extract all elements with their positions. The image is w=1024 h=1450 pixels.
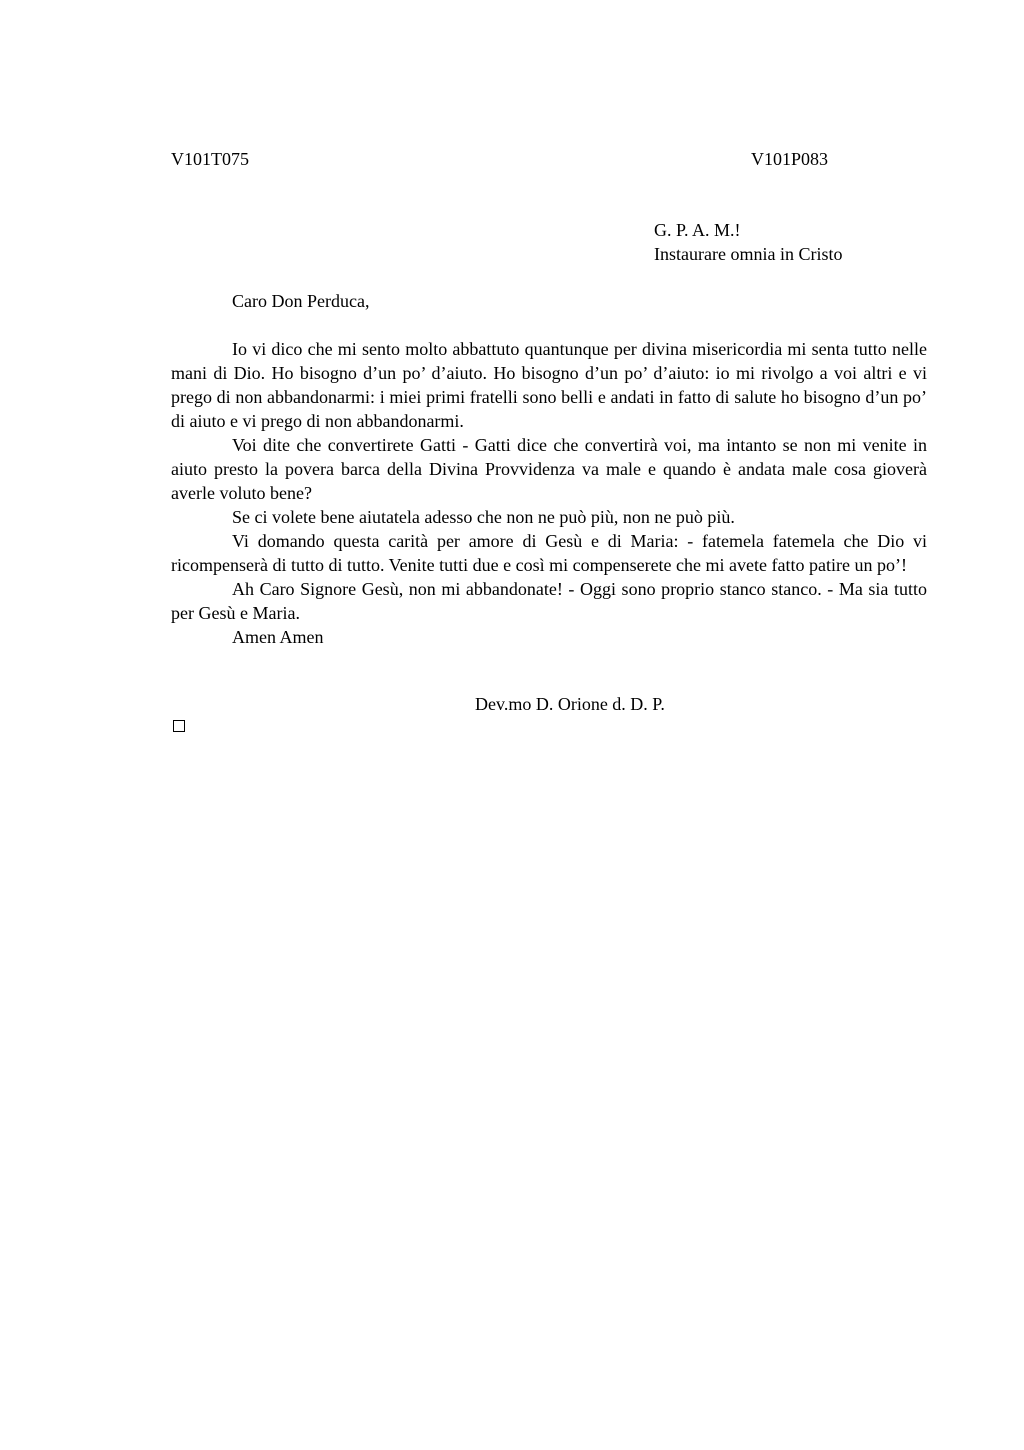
letter-paragraph: Io vi dico che mi sento molto abbattuto quantunque per divina misericordia mi senta tutto nelle mani di Dio. Ho bisogno d’un po’ d’aiuto. Ho bisogno d’un po’ d’aiuto: io mi rivolgo a voi altri e vi prego di non abbandonarmi: i miei primi fratelli sono belli e andati in fatto di salute ho bisogno d’un po’ di aiuto e vi prego di non abbandonarmi. bbox=[171, 339, 927, 431]
motto-line-2: Instaurare omnia in Cristo bbox=[654, 244, 843, 264]
document-code-left: V101T075 bbox=[171, 149, 249, 169]
salutation: Caro Don Perduca, bbox=[232, 291, 370, 311]
letter-paragraph: Voi dite che convertirete Gatti - Gatti dice che convertirà voi, ma intanto se non mi venite in aiuto presto la povera barca della Divina Provvidenza va male e quando è andata male cosa gioverà averle voluto bene? bbox=[171, 435, 927, 503]
letter-body bbox=[171, 337, 927, 649]
document-code-right: V101P083 bbox=[751, 149, 829, 169]
letter-paragraph: Ah Caro Signore Gesù, non mi abbandonate! - Oggi sono proprio stanco stanco. - Ma sia tutto per Gesù e Maria. bbox=[171, 579, 927, 623]
square-outline-icon bbox=[173, 720, 185, 732]
signature: Dev.mo D. Orione d. D. P. bbox=[475, 694, 665, 714]
letter-paragraph: Vi domando questa carità per amore di Gesù e di Maria: - fatemela fatemela che Dio vi ricompenserà di tutto di tutto. Venite tutti due e così mi compenserete che mi avete fatto patire un po’! bbox=[171, 531, 927, 575]
motto-block bbox=[654, 218, 842, 266]
motto-line-1: G. P. A. M.! bbox=[654, 220, 741, 240]
letter-paragraph: Amen Amen bbox=[232, 627, 324, 647]
letter-paragraph: Se ci volete bene aiutatela adesso che non ne può più, non ne può più. bbox=[232, 507, 735, 527]
